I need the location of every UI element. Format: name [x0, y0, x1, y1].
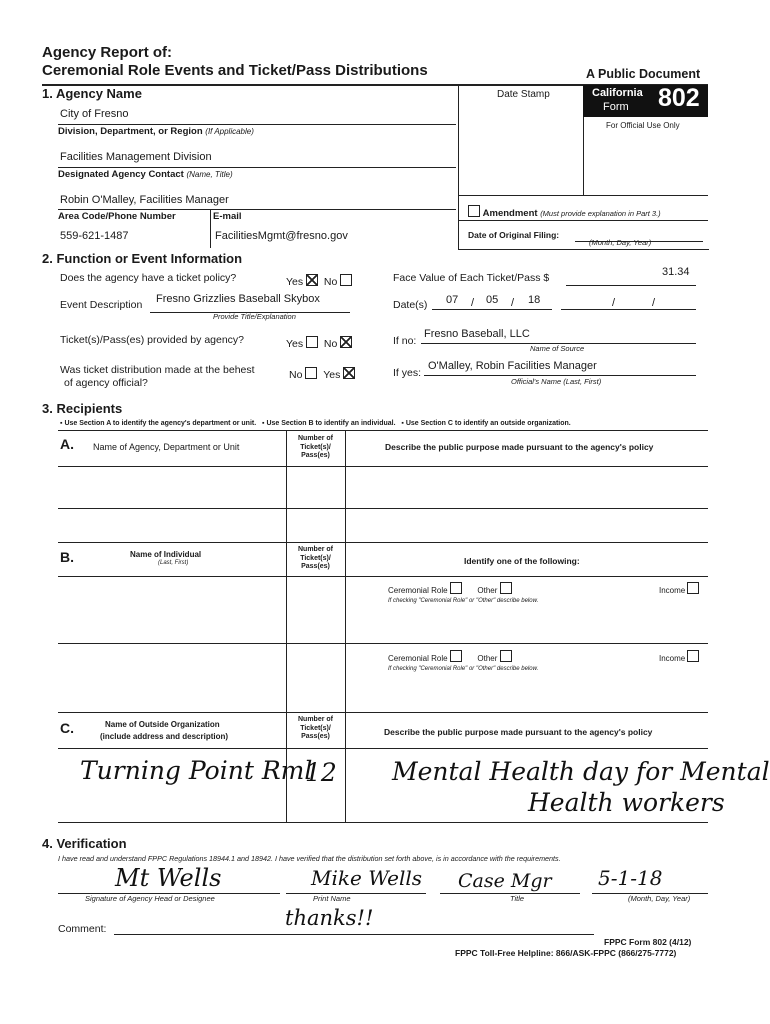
- division-value: Facilities Management Division: [60, 151, 212, 163]
- contact-label: Designated Agency Contact (Name, Title): [58, 169, 233, 180]
- signature-handwritten: Mt Wells: [115, 864, 222, 892]
- signature-label: Signature of Agency Head or Designee: [85, 894, 215, 903]
- part3-heading: 3. Recipients: [42, 401, 123, 416]
- official-use-divider: [583, 117, 584, 195]
- amendment-checkbox[interactable]: [468, 205, 480, 217]
- section-b-col1-header: Name of Individual: [130, 550, 202, 559]
- behest-yes-checkbox[interactable]: [343, 367, 355, 379]
- section-c-col-divider2: [345, 712, 346, 822]
- recipients-instructions: ▪ Use Section A to identify the agency's department or unit. ▪ Use Section B to identify an individual. ▪ Use Section C to identify an outside organization.: [60, 420, 571, 427]
- agency-name-value: City of Fresno: [60, 108, 129, 120]
- c-purpose-handwritten-line1: Mental Health day for Mental: [392, 757, 770, 786]
- date-day: 05: [486, 294, 499, 306]
- section-b-count-header: Number of Ticket(s)/ Pass(es): [298, 546, 333, 570]
- date2-line: [561, 309, 696, 310]
- email-value: FacilitiesMgmt@fresno.gov: [215, 230, 348, 242]
- date2-sep2: /: [652, 297, 656, 309]
- date-handwritten: 5-1-18: [598, 866, 663, 890]
- behest-question-line2: of agency official?: [64, 377, 148, 389]
- dates-label: Date(s): [393, 299, 428, 311]
- if-yes-line: [424, 375, 696, 376]
- ticket-policy-yes-checkbox[interactable]: [306, 274, 318, 286]
- title-handwritten: Case Mgr: [458, 870, 552, 892]
- section-a-col1-header: Name of Agency, Department or Unit: [93, 442, 240, 452]
- email-label: E-mail: [213, 211, 242, 222]
- comment-label: Comment:: [58, 923, 107, 935]
- print-name-label: Print Name: [313, 894, 351, 903]
- behest-no-checkbox[interactable]: [305, 367, 317, 379]
- amendment-line: [458, 220, 708, 221]
- section-c-count-header: Number of Ticket(s)/ Pass(es): [298, 716, 333, 740]
- date2-sep1: /: [612, 297, 616, 309]
- face-value-amount: 31.34: [662, 266, 690, 278]
- b-row2-income-checkbox[interactable]: [687, 650, 699, 662]
- date-stamp-label: Date Stamp: [497, 89, 550, 100]
- section-c-bottom: [58, 822, 708, 823]
- section-a-letter: A.: [60, 436, 74, 452]
- section-b-row-line: [58, 643, 708, 644]
- original-filing-note: (Month, Day, Year): [589, 238, 652, 247]
- comment-line: [114, 934, 594, 935]
- section-b-col1-note: (Last, First): [158, 560, 189, 566]
- comment-handwritten: thanks!!: [285, 906, 374, 930]
- section-b-top: [58, 542, 708, 543]
- date-year: 18: [528, 294, 541, 306]
- b-row2-ceremonial-checkbox[interactable]: [450, 650, 462, 662]
- helpline: FPPC Toll-Free Helpline: 866/ASK-FPPC (866/275-7772): [455, 948, 677, 958]
- section-c-purpose-header: Describe the public purpose made pursuant to the agency's policy: [384, 727, 653, 737]
- section-a-row-line: [58, 508, 708, 509]
- b-row1-income-checkbox[interactable]: [687, 582, 699, 594]
- section-a-header-line: [58, 466, 708, 467]
- ticket-policy-question: Does the agency have a ticket policy?: [60, 272, 237, 284]
- part2-heading: 2. Function or Event Information: [42, 251, 243, 266]
- phone-value: 559-621-1487: [60, 230, 129, 242]
- c-purpose-handwritten-line2: Health workers: [528, 788, 725, 817]
- provided-no-checkbox[interactable]: [340, 336, 352, 348]
- b-row1-options: Ceremonial Role Other: [388, 582, 512, 595]
- section-b-col-divider2: [345, 542, 346, 712]
- section-b-identify-header: Identify one of the following:: [464, 556, 580, 566]
- section-a-col-divider1: [286, 430, 287, 542]
- section-a-count-header: Number of Ticket(s)/ Pass(es): [298, 435, 333, 459]
- if-no-value: Fresno Baseball, LLC: [424, 328, 530, 340]
- event-description-label: Event Description: [60, 299, 143, 311]
- source-note: Name of Source: [530, 344, 585, 353]
- section-c-letter: C.: [60, 720, 74, 736]
- print-name-handwritten: Mike Wells: [311, 866, 423, 890]
- title-label: Title: [510, 894, 525, 903]
- c-count-handwritten: 12: [305, 758, 337, 787]
- original-filing-label: Date of Original Filing:: [468, 230, 560, 240]
- b-row2-options: Ceremonial Role Other: [388, 650, 512, 663]
- ticket-policy-options: Yes No: [286, 274, 352, 288]
- date-label: (Month, Day, Year): [628, 894, 691, 903]
- if-no-label: If no:: [393, 335, 417, 347]
- section-c-header-line: [58, 748, 708, 749]
- form-badge-number: 802: [658, 84, 700, 112]
- section-c-top: [58, 712, 708, 713]
- behest-options: No Yes: [289, 367, 355, 381]
- section-b-letter: B.: [60, 549, 74, 565]
- section-a-col-divider2: [345, 430, 346, 542]
- division-label: Division, Department, or Region (If Applicable): [58, 126, 254, 137]
- provided-options: Yes No: [286, 336, 352, 350]
- stamp-bottom-line: [458, 195, 583, 196]
- phone-email-divider: [210, 210, 211, 248]
- contact-value: Robin O'Malley, Facilities Manager: [60, 194, 229, 206]
- part1-heading: 1. Agency Name: [42, 86, 142, 101]
- if-yes-label: If yes:: [393, 367, 422, 379]
- form-badge-state: California: [592, 87, 643, 99]
- face-value-label: Face Value of Each Ticket/Pass $: [393, 272, 550, 284]
- date-sep1: /: [471, 297, 475, 309]
- b-row2-income: Income: [659, 650, 699, 663]
- b-row1-income: Income: [659, 582, 699, 595]
- official-name-note: Official's Name (Last, First): [511, 377, 602, 386]
- b-row2-note: If checking "Ceremonial Role" or "Other" describe below.: [388, 666, 539, 672]
- event-description-note: Provide Title/Explanation: [213, 312, 296, 321]
- official-use-label: For Official Use Only: [606, 121, 680, 130]
- amendment-row: Amendment (Must provide explanation in Part 3.): [468, 205, 661, 219]
- section-c-col1-note: (include address and description): [100, 732, 229, 741]
- public-document-label: A Public Document: [586, 67, 701, 81]
- section-b-header-line: [58, 576, 708, 577]
- form-badge-word: Form: [603, 101, 629, 113]
- part4-heading: 4. Verification: [42, 836, 127, 851]
- form-title-line2: Ceremonial Role Events and Ticket/Pass Distributions: [42, 62, 428, 79]
- event-description-value: Fresno Grizzlies Baseball Skybox: [156, 293, 320, 305]
- if-yes-value: O'Malley, Robin Facilities Manager: [428, 360, 597, 372]
- print-name-line: [286, 893, 426, 894]
- date-sep2: /: [511, 297, 515, 309]
- phone-label: Area Code/Phone Number: [58, 211, 176, 222]
- division-line: [58, 167, 456, 168]
- date-month: 07: [446, 294, 459, 306]
- form-id: FPPC Form 802 (4/12): [604, 937, 692, 947]
- section-a-purpose-header: Describe the public purpose made pursuant to the agency's policy: [385, 442, 654, 452]
- c-org-handwritten: Turning Point Rml: [80, 756, 313, 785]
- agency-name-line: [58, 124, 456, 125]
- b-row1-other-checkbox[interactable]: [500, 582, 512, 594]
- official-use-bottom: [583, 195, 708, 196]
- face-value-line: [566, 285, 696, 286]
- contact-line: [58, 209, 456, 210]
- section-b-col-divider1: [286, 542, 287, 712]
- behest-question-line1: Was ticket distribution made at the behest: [60, 364, 255, 376]
- b-row2-other-checkbox[interactable]: [500, 650, 512, 662]
- b-row1-ceremonial-checkbox[interactable]: [450, 582, 462, 594]
- section-a-top: [58, 430, 708, 431]
- form-title-line1: Agency Report of:: [42, 44, 173, 61]
- date1-line: [432, 309, 552, 310]
- ticket-policy-no-checkbox[interactable]: [340, 274, 352, 286]
- section-c-col1-header: Name of Outside Organization: [105, 720, 220, 729]
- b-row1-note: If checking "Ceremonial Role" or "Other" describe below.: [388, 598, 539, 604]
- provided-yes-checkbox[interactable]: [306, 336, 318, 348]
- provided-question: Ticket(s)/Pass(es) provided by agency?: [60, 334, 245, 346]
- verification-statement: I have read and understand FPPC Regulations 18944.1 and 18942. I have verified that the distribution set forth above, is in accordance with the requirements.: [58, 854, 561, 863]
